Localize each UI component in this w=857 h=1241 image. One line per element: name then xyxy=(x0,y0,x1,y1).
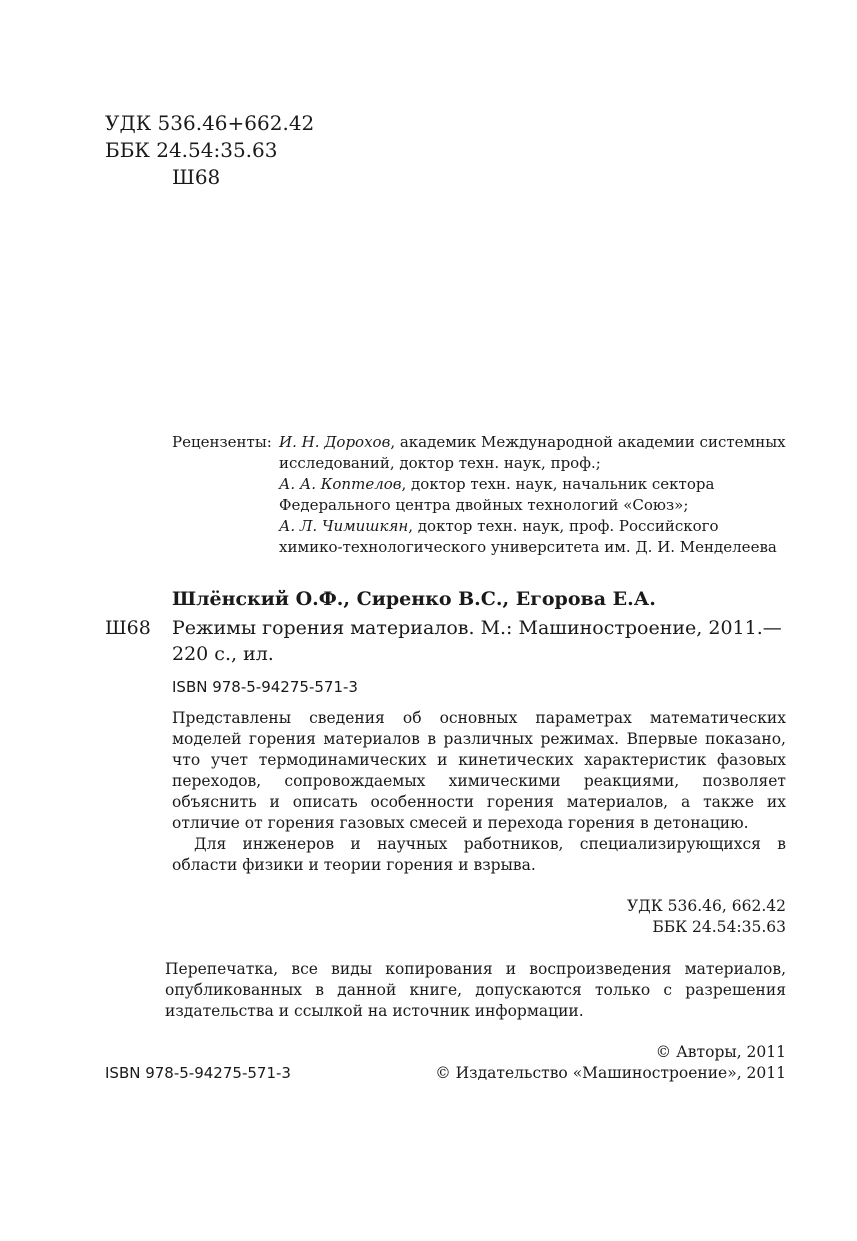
reviewer-1 xyxy=(279,432,792,453)
copyright-authors: © Авторы, 2011 xyxy=(655,1043,786,1061)
abstract-paragraph-2: Для инженеров и научных работников, специализирующихся в области физики и теории горения и взрыва. xyxy=(172,835,786,874)
bbk-code: ББК 24.54:35.63 xyxy=(105,138,278,162)
reviewer-1-desc: , академик Международной академии системных xyxy=(390,433,786,451)
abstract-paragraph-1: Представлены сведения об основных параметрах математических моделей горения материалов в различных режимах. Впервые показано, что учет термодинамических и кинетических характеристик фазовых переходов, сопровождаемых химическими реакциями, позволяет объяснить и описать особенности горения материалов, а также их отличие от горения газовых смесей и перехода горения в детонацию. xyxy=(172,709,786,832)
book-title-line-1: Режимы горения материалов. М.: Машиностроение, 2011.— xyxy=(172,617,782,639)
book-authors: Шлёнский О.Ф., Сиренко В.С., Егорова Е.А. xyxy=(172,588,656,610)
reviewers-block xyxy=(172,432,792,558)
reviewer-3-desc-cont: химико-технологического университета им. Д. И. Менделеева xyxy=(279,538,777,556)
book-title-line-2: 220 с., ил. xyxy=(172,643,274,665)
reviewer-1-desc-cont: исследований, доктор техн. наук, проф.; xyxy=(279,454,601,472)
book-title xyxy=(172,615,792,667)
udk-code: УДК 536.46+662.42 xyxy=(105,111,315,135)
isbn-footer: ISBN 978-5-94275-571-3 xyxy=(105,1064,291,1082)
reprint-notice: Перепечатка, все виды копирования и воспроизведения материалов, опубликованных в данной книге, допускаются только с разрешения издательства и ссылкой на источник информации. xyxy=(165,960,786,1020)
isbn: ISBN 978-5-94275-571-3 xyxy=(172,678,358,696)
copyright-publisher: © Издательство «Машиностроение», 2011 xyxy=(435,1064,786,1082)
reviewers-label: Рецензенты: xyxy=(172,433,272,451)
reviewer-2-name: А. А. Коптелов xyxy=(279,475,402,493)
reviewer-1-name: И. Н. Дорохов xyxy=(279,433,391,451)
reviewer-3 xyxy=(279,516,792,537)
reviewer-2-desc-cont: Федерального центра двойных технологий «Союз»; xyxy=(279,496,689,514)
copyright-block xyxy=(435,1042,786,1084)
reviewer-3-desc: , доктор техн. наук, проф. Российского xyxy=(408,517,719,535)
udk-code-bottom: УДК 536.46, 662.42 xyxy=(626,897,786,915)
reviewer-3-name: А. Л. Чимишкян xyxy=(279,517,409,535)
shelf-mark: Ш68 xyxy=(105,617,151,639)
author-mark: Ш68 xyxy=(172,165,221,189)
reviewers-list xyxy=(279,432,792,558)
classification-codes xyxy=(105,110,314,191)
reviewer-2 xyxy=(279,474,792,495)
bbk-code-bottom: ББК 24.54:35.63 xyxy=(652,918,786,936)
reviewer-2-desc: , доктор техн. наук, начальник сектора xyxy=(401,475,715,493)
classification-codes-bottom xyxy=(627,896,786,938)
abstract xyxy=(172,708,786,876)
